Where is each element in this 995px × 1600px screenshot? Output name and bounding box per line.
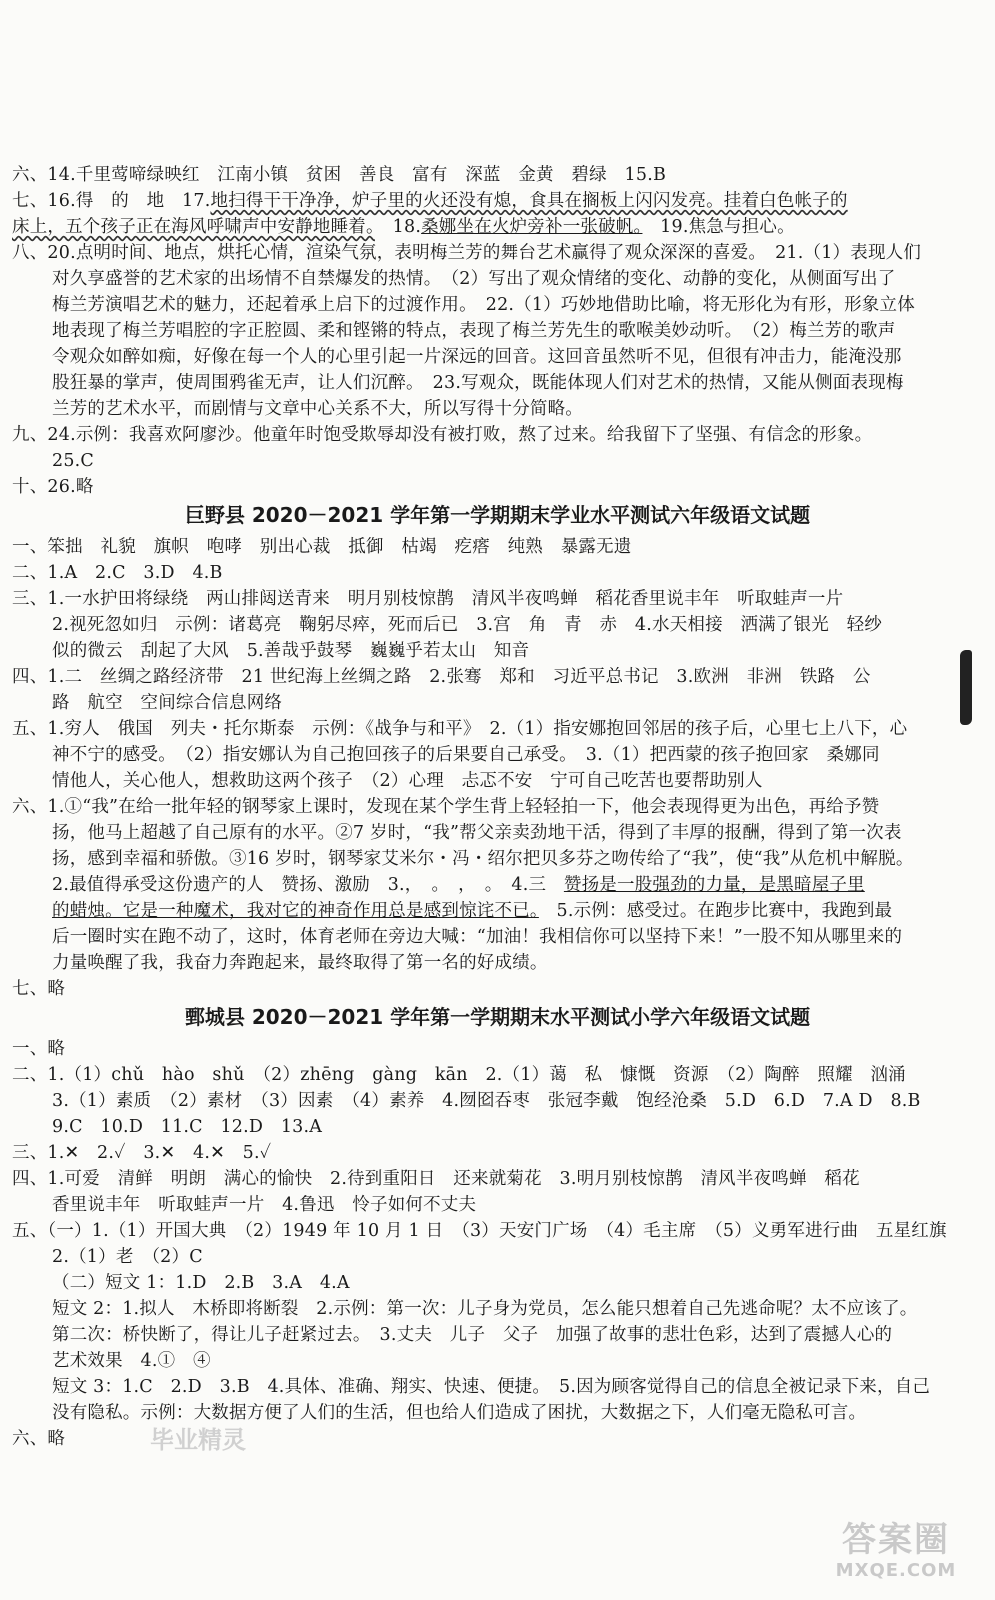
answer-line: 兰芳的艺术水平，而剧情与文章中心关系不大，所以写得十分简略。 (52, 399, 583, 419)
watermark-main: 答案圈 (842, 1520, 950, 1560)
answer-line (12, 188, 987, 214)
answer-line: 一、略 (12, 1039, 66, 1059)
answer-line: 3.（1）素质 （2）素材 （3）因素 （4）素养 4.囫囵吞枣 张冠李戴 饱经沧桑 5.D 6.D 7.A D 8.B (52, 1091, 921, 1111)
wavy-underlined-text: 地扫得干干净净，炉子里的火还没有熄，食具在搁板上闪闪发亮。挂着白色帐子的 (210, 191, 848, 211)
answer-line: 十、26.略 (12, 477, 94, 497)
answer-line: 六、14.千里莺啼绿映红 江南小镇 贫困 善良 富有 深蓝 金黄 碧绿 15.B (12, 165, 667, 185)
answer-line: 情他人，关心他人，想救助这两个孩子 （2）心理 忐忑不安 宁可自己吃苦也要帮助别人 (52, 771, 763, 791)
answer-line: 二、1.（1）chǔ hào shǔ （2）zhēng gàng kān 2.（1）蔼 私 慷慨 资源 （2）陶醉 照耀 汹涌 (12, 1065, 906, 1085)
answer-line: 短文 3：1.C 2.D 3.B 4.具体、准确、翔实、快速、便捷。 5.因为顾客觉得自己的信息全被记录下来，自己 (52, 1377, 931, 1397)
answer-line: 五、1.穷人 俄国 列夫・托尔斯泰 示例：《战争与和平》 2.（1）指安娜抱回邻居的孩子后，心里七上八下，心 (12, 719, 908, 739)
answer-line: 股狂暴的掌声，使周围鸦雀无声，让人们沉醉。 23.写观众，既能体现人们对艺术的热情，又能从侧面表现梅 (52, 373, 904, 393)
answer-line: 四、1.二 丝绸之路经济带 21 世纪海上丝绸之路 2.张骞 郑和 习近平总书记 3.欧洲 非洲 铁路 公 (12, 667, 871, 687)
answer-line (52, 872, 987, 898)
answer-line: 路 航空 空间综合信息网络 (52, 693, 283, 713)
answer-line: 9.C 10.D 11.C 12.D 13.A (52, 1117, 323, 1137)
answer-line: 没有隐私。示例：大数据方便了人们的生活，但也给人们造成了困扰，大数据之下，人们毫无隐私可言。 (52, 1403, 867, 1423)
answer-line: 神不宁的感受。 （2）指安娜认为自己抱回孩子的后果要自己承受。 3.（1）把西蒙的孩子抱回家 桑娜同 (52, 745, 880, 765)
answer-line: 扬，感到幸福和骄傲。③16 岁时，钢琴家艾米尔・冯・绍尔把贝多芬之吻传给了“我”，使“我”从危机中解脱。 (52, 849, 914, 869)
answer-line: 第二次：桥快断了，得让儿子赶紧过去。 3.丈夫 儿子 父子 加强了故事的悲壮色彩，达到了震撼人心的 (52, 1325, 893, 1345)
answer-text: 七、16.得 的 地 17. (12, 191, 211, 211)
answer-line: 扬，他马上超越了自己原有的水平。②7 岁时，“我”帮父亲卖劲地干活，得到了丰厚的报酬，得到了第一次表 (52, 823, 902, 843)
section-title: 巨野县 2020－2021 学年第一学期期末学业水平测试六年级语文试题 (184, 503, 811, 527)
answer-text: 18. (374, 217, 422, 237)
answer-line: 力量唤醒了我，我奋力奔跑起来，最终取得了第一名的好成绩。 (52, 953, 548, 973)
answer-line: 后一圈时实在跑不动了，这时，体育老师在旁边大喊：“加油！我相信你可以坚持下来！”一股不知从哪里来的 (52, 927, 903, 947)
answer-text: 19.焦急与担心。 (642, 217, 795, 237)
answer-line: 二、1.A 2.C 3.D 4.B (12, 563, 223, 583)
faint-stamp: 毕业精灵 (150, 1425, 246, 1454)
answer-line: 五、（一）1.（1）开国大典 （2）1949 年 10 月 1 日 （3）天安门广场 （4）毛主席 （5）义勇军进行曲 五星红旗 (12, 1221, 947, 1241)
underlined-text: 的蜡烛。它是一种魔术，我对它的神奇作用总是感到惊诧不已。 (52, 901, 539, 921)
answer-line (52, 898, 987, 924)
answer-text: 5.示例：感受过。在跑步比赛中，我跑到最 (538, 901, 893, 921)
watermark-logo (811, 1520, 981, 1590)
answer-line: 地表现了梅兰芳唱腔的字正腔圆、柔和铿锵的特点，表现了梅兰芳先生的歌喉美妙动听。 （2）梅兰芳的歌声 (52, 321, 896, 341)
ink-mark (960, 650, 972, 725)
answer-line: 2.视死忽如归 示例：诸葛亮 鞠躬尽瘁，死而后已 3.宫 角 青 赤 4.水天相接 洒满了银光 轻纱 (52, 615, 883, 635)
answer-line: 三、1.✕ 2.✓ 3.✕ 4.✕ 5.✓ (12, 1143, 272, 1163)
watermark-sub: MXQE.COM (835, 1560, 957, 1581)
answer-line: 六、略 (12, 1429, 66, 1449)
answer-line: 六、1.①“我”在给一批年轻的钢琴家上课时，发现在某个学生背上轻轻拍一下，他会表现得更为出色，再给予赞 (12, 797, 880, 817)
answer-line: 香里说丰年 听取蛙声一片 4.鲁迅 怜子如何不丈夫 (52, 1195, 477, 1215)
answer-line (12, 214, 987, 240)
section-title: 鄄城县 2020－2021 学年第一学期期末水平测试小学六年级语文试题 (184, 1005, 811, 1029)
answer-line: 四、1.可爱 清鲜 明朗 满心的愉快 2.待到重阳日 还来就菊花 3.明月别枝惊鹊 清风半夜鸣蝉 稻花 (12, 1169, 860, 1189)
answer-line: 梅兰芳演唱艺术的魅力，还起着承上启下的过渡作用。 22.（1）巧妙地借助比喻，将无形化为有形，形象立体 (52, 295, 915, 315)
answer-line: 短文 2：1.拟人 木桥即将断裂 2.示例：第一次：儿子身为党员，怎么能只想着自己先逃命呢？太不应该了。 (52, 1299, 918, 1319)
answer-text: 2.最值得承受这份遗产的人 赞扬、激励 3.， 。 ， 。 4.三 (52, 875, 564, 895)
answer-line: 三、1.一水护田将绿绕 两山排闼送青来 明月别枝惊鹊 清风半夜鸣蝉 稻花香里说丰年 听取蛙声一片 (12, 589, 844, 609)
answer-line: （二）短文 1：1.D 2.B 3.A 4.A (52, 1273, 350, 1293)
wavy-underlined-text: 床上，五个孩子正在海风呼啸声中安静地睡着。 (12, 217, 375, 237)
underlined-text: 桑娜坐在火炉旁补一张破帆。 (421, 217, 643, 237)
answer-line: 似的微云 刮起了大风 5.善哉乎鼓琴 巍巍乎若太山 知音 (52, 641, 530, 661)
answer-line: 艺术效果 4.① ④ (52, 1351, 211, 1371)
answer-line: 九、24.示例：我喜欢阿廖沙。他童年时饱受欺辱却没有被打败，熬了过来。给我留下了坚强、有信念的形象。 (12, 425, 873, 445)
answer-line: 2.（1）老 （2）C (52, 1247, 203, 1267)
answer-line: 令观众如醉如痴，好像在每一个人的心里引起一片深远的回音。这回音虽然听不见，但很有冲击力，能淹没那 (52, 347, 902, 367)
answer-line: 八、20.点明时间、地点，烘托心情，渲染气氛，表明梅兰芳的舞台艺术赢得了观众深深的喜爱。 21.（1）表现人们 (12, 243, 922, 263)
answer-line: 25.C (52, 451, 95, 471)
answer-line: 七、略 (12, 979, 66, 999)
answer-line: 一、笨拙 礼貌 旗帜 咆哮 别出心裁 抵御 枯竭 疙瘩 纯熟 暴露无遗 (12, 537, 632, 557)
answer-line: 对久享盛誉的艺术家的出场情不自禁爆发的热情。 （2）写出了观众情绪的变化、动静的变化，从侧面写出了 (52, 269, 896, 289)
underlined-text: 赞扬是一股强劲的力量，是黑暗屋子里 (563, 875, 865, 895)
